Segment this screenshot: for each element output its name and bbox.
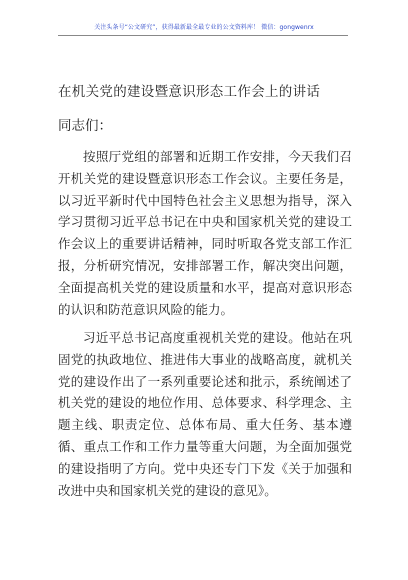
header-divider xyxy=(58,35,348,36)
document-title: 在机关党的建设暨意识形态工作会上的讲话 xyxy=(58,84,321,100)
paragraph-2: 习近平总书记高度重视机关党的建设。他站在巩固党的执政地位、推进伟大事业的战略高度，就机关党的建设作出了一系列重要论述和批示，系统阐述了机关党的建设的地位作用、总体要求、科学理念、主题主线、职责定位、总体布局、重大任务、基本遵循、重点工作和工作力量等重大问题，为全面加强党的建设指明了方向。党中央还专门下发《关于加强和改进中央和国家机关党的建设的意见》。 xyxy=(58,330,352,498)
salutation: 同志们： xyxy=(58,118,112,134)
header-banner: 关注头条号“公文研究”，获得最新最全最专业的公文资料库！ 微信：gongwenrx xyxy=(94,24,314,31)
paragraph-1: 按照厅党组的部署和近期工作安排，今天我们召开机关党的建设暨意识形态工作会议。主要任务是，以习近平新时代中国特色社会主义思想为指导，深入学习贯彻习近平总书记在中央和国家机关党的建设工作会议上的重要讲话精神，同时听取各党支部工作汇报，分析研究情况，安排部署工作，解决突出问题，全面提高机关党的建设质量和水平，提高对意识形态的认识和防范意识风险的能力。 xyxy=(58,149,352,317)
